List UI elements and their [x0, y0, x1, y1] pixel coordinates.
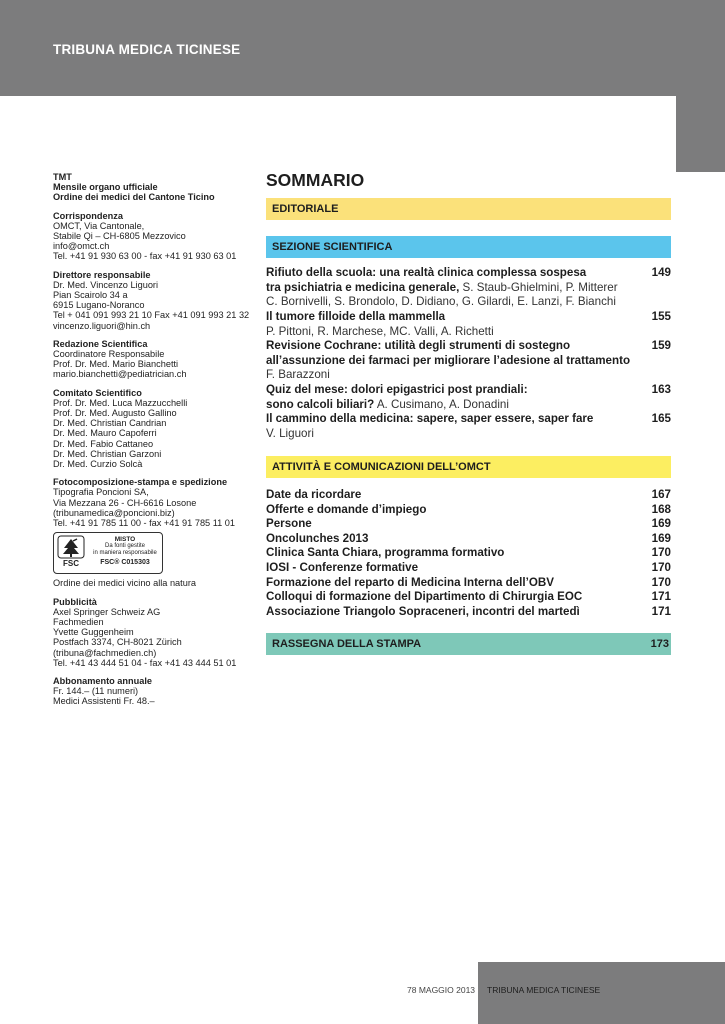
- direttore-line: 6915 Lugano-Noranco: [53, 300, 145, 311]
- entry-authors: P. Pittoni, R. Marchese, MC. Valli, A. Richetti: [266, 324, 494, 338]
- entry-authors: V. Liguori: [266, 426, 314, 440]
- list-item: [266, 517, 671, 532]
- entry-page: 149: [651, 266, 671, 279]
- toc-entry: [266, 383, 671, 412]
- fsc-badge: [53, 532, 163, 574]
- list-item-title: Colloqui di formazione del Dipartimento di Chirurgia EOC: [266, 590, 583, 604]
- list-item-page: 170: [651, 560, 671, 574]
- pubblicita-line: Axel Springer Schweiz AG: [53, 606, 161, 617]
- entry-authors: F. Barazzoni: [266, 368, 330, 382]
- list-item-page: 169: [651, 531, 671, 545]
- comitato-heading: Comitato Scientifico: [53, 387, 142, 398]
- section-rassegna-page: 173: [650, 638, 669, 650]
- entry-authors: A. Cusimano, A. Donadini: [374, 397, 509, 411]
- corrispondenza-line: Stabile Qi – CH-6805 Mezzovico: [53, 231, 186, 242]
- masthead-direttore: [53, 270, 258, 331]
- section-attivita: [266, 456, 671, 478]
- corner-tab: [676, 96, 725, 172]
- comitato-member: Dr. Med. Christian Candrian: [53, 418, 167, 429]
- entry-title: all’assunzione dei farmaci per migliorare l’adesione al trattamento: [266, 353, 631, 367]
- section-rassegna: [266, 633, 671, 655]
- corrispondenza-line: OMCT, Via Cantonale,: [53, 220, 145, 231]
- sommario-title: SOMMARIO: [266, 170, 365, 190]
- list-item-title: Date da ricordare: [266, 488, 362, 501]
- abbonamento-heading: Abbonamento annuale: [53, 675, 153, 686]
- masthead-tmt: [53, 172, 258, 203]
- fotocomposizione-line: Tipografia Poncioni SA,: [53, 487, 149, 498]
- entry-title: Revisione Cochrane: utilità degli strumenti di sostegno: [266, 339, 571, 352]
- list-item-title: Associazione Triangolo Sopraceneri, incontri del martedì: [266, 604, 580, 618]
- toc-entry: [266, 339, 671, 383]
- abbonamento-line: Fr. 144.– (11 numeri): [53, 686, 139, 697]
- masthead-fotocomposizione: [53, 477, 258, 528]
- list-item: [266, 532, 671, 547]
- masthead-pubblicita: [53, 597, 258, 668]
- list-item: [266, 488, 671, 503]
- masthead-comitato: [53, 388, 258, 470]
- masthead: [53, 172, 258, 715]
- masthead-abbonamento: [53, 676, 258, 707]
- comitato-member: Dr. Med. Christian Garzoni: [53, 448, 162, 459]
- pubblicita-email: (tribuna@fachmedien.ch): [53, 647, 157, 658]
- corrispondenza-phone: Tel. +41 91 930 63 00 - fax +41 91 930 63 01: [53, 251, 237, 262]
- list-item: [266, 576, 671, 591]
- tmt-label: TMT: [53, 172, 72, 182]
- fotocomposizione-heading: Fotocomposizione-stampa e spedizione: [53, 477, 228, 488]
- footer-title: TRIBUNA MEDICA TICINESE: [487, 985, 601, 995]
- section-attivita-label: ATTIVITÀ E COMUNICAZIONI DELL’OMCT: [272, 461, 491, 473]
- comitato-member: Dr. Med. Mauro Capoferri: [53, 428, 157, 439]
- list-item-title: Formazione del reparto di Medicina Interna dell’OBV: [266, 575, 554, 589]
- tmt-subtitle: Mensile organo ufficiale: [53, 182, 158, 193]
- pubblicita-line: Yvette Guggenheim: [53, 627, 134, 638]
- entry-page: 163: [651, 383, 671, 396]
- fotocomposizione-email: (tribunamedica@poncioni.biz): [53, 507, 175, 518]
- list-item: [266, 546, 671, 561]
- toc-entry: [266, 310, 671, 339]
- list-item-page: 170: [651, 575, 671, 589]
- corrispondenza-heading: Corrispondenza: [53, 210, 123, 221]
- entry-authors: C. Bornivelli, S. Brondolo, D. Didiano, G. Gilardi, E. Lanzi, F. Bianchi: [266, 295, 616, 309]
- fsc-tree-icon: [57, 535, 85, 569]
- redazione-line: Coordinatore Responsabile: [53, 349, 165, 360]
- section-scientifica-label: SEZIONE SCIENTIFICA: [272, 241, 393, 253]
- comitato-member: Prof. Dr. Med. Luca Mazzucchelli: [53, 397, 188, 408]
- entry-title: Il tumore filloide della mammella: [266, 310, 446, 323]
- list-item-title: Offerte e domande d’impiego: [266, 502, 427, 516]
- header-band: [0, 0, 725, 96]
- entry-authors: S. Staub-Ghielmini, P. Mitterer: [459, 280, 618, 294]
- fsc-logo-text: FSC: [63, 559, 79, 569]
- redazione-email: mario.bianchetti@pediatrician.ch: [53, 369, 187, 380]
- redazione-heading: Redazione Scientifica: [53, 338, 148, 349]
- fsc-text: [90, 536, 160, 566]
- entry-page: 155: [651, 310, 671, 323]
- direttore-phone: Tel + 041 091 993 21 10 Fax +41 091 993 21 32: [53, 310, 250, 321]
- list-item-page: 168: [651, 502, 671, 516]
- pubblicita-line: Postfach 3374, CH-8021 Zürich: [53, 637, 182, 648]
- fsc-misto: MISTO: [114, 536, 136, 544]
- list-item-title: Persone: [266, 517, 312, 531]
- list-item-title: Oncolunches 2013: [266, 531, 369, 545]
- footer-date: 78 MAGGIO 2013: [407, 985, 476, 995]
- direttore-line: Pian Scairolo 34 a: [53, 290, 128, 301]
- toc-entry: [266, 412, 671, 441]
- attivita-list: [266, 488, 671, 619]
- direttore-heading: Direttore responsabile: [53, 269, 151, 280]
- list-item: [266, 561, 671, 576]
- list-item: [266, 605, 671, 620]
- list-item-page: 169: [651, 517, 671, 531]
- header-title: TRIBUNA MEDICA TICINESE: [53, 42, 241, 57]
- fotocomposizione-phone: Tel. +41 91 785 11 00 - fax +41 91 785 11 01: [53, 518, 236, 529]
- comitato-member: Dr. Med. Fabio Cattaneo: [53, 438, 154, 449]
- comitato-member: Prof. Dr. Med. Augusto Gallino: [53, 408, 177, 419]
- list-item: [266, 503, 671, 518]
- pubblicita-heading: Pubblicità: [53, 596, 97, 607]
- list-item-page: 170: [651, 546, 671, 560]
- pubblicita-line: Fachmedien: [53, 616, 104, 627]
- section-rassegna-label: RASSEGNA DELLA STAMPA: [272, 638, 422, 650]
- list-item-page: 171: [651, 590, 671, 604]
- list-item-page: 167: [651, 488, 671, 501]
- list-item-title: IOSI - Conferenze formative: [266, 560, 419, 574]
- fsc-line1: Da fonti gestite: [104, 543, 146, 550]
- section-scientifica: [266, 236, 671, 258]
- corrispondenza-email: info@omct.ch: [53, 241, 110, 252]
- direttore-line: Dr. Med. Vincenzo Liguori: [53, 279, 159, 290]
- comitato-member: Dr. Med. Curzio Solcà: [53, 459, 143, 470]
- fsc-code: FSC® C015303: [100, 559, 150, 567]
- entry-page: 165: [651, 412, 671, 425]
- abbonamento-line: Medici Assistenti Fr. 48.–: [53, 696, 155, 707]
- list-item: [266, 590, 671, 605]
- entry-title: Quiz del mese: dolori epigastrici post prandiali:: [266, 383, 528, 396]
- section-editoriale: [266, 198, 671, 220]
- fotocomposizione-line: Via Mezzana 26 - CH-6616 Losone: [53, 497, 197, 508]
- list-item-page: 171: [651, 604, 671, 618]
- entry-page: 159: [651, 339, 671, 352]
- list-item-title: Clinica Santa Chiara, programma formativo: [266, 546, 505, 560]
- redazione-line: Prof. Dr. Med. Mario Bianchetti: [53, 359, 179, 370]
- masthead-redazione: [53, 339, 258, 380]
- section-editoriale-label: EDITORIALE: [272, 203, 339, 215]
- entry-title: Il cammino della medicina: sapere, saper essere, saper fare: [266, 412, 594, 425]
- fsc-line2: in maniera responsabile: [93, 550, 157, 557]
- masthead-corrispondenza: [53, 211, 258, 262]
- entry-title: Rifiuto della scuola: una realtà clinica complessa sospesa: [266, 266, 587, 279]
- pubblicita-phone: Tel. +41 43 444 51 04 - fax +41 43 444 51 01: [53, 657, 237, 668]
- fsc-caption: Ordine dei medici vicino alla natura: [53, 578, 196, 589]
- entry-title: tra psichiatria e medicina generale,: [266, 280, 460, 294]
- entry-title: sono calcoli biliari?: [266, 397, 375, 411]
- direttore-email: vincenzo.liguori@hin.ch: [53, 320, 151, 331]
- toc-entry: [266, 266, 671, 310]
- tmt-organization: Ordine dei medici del Cantone Ticino: [53, 192, 215, 203]
